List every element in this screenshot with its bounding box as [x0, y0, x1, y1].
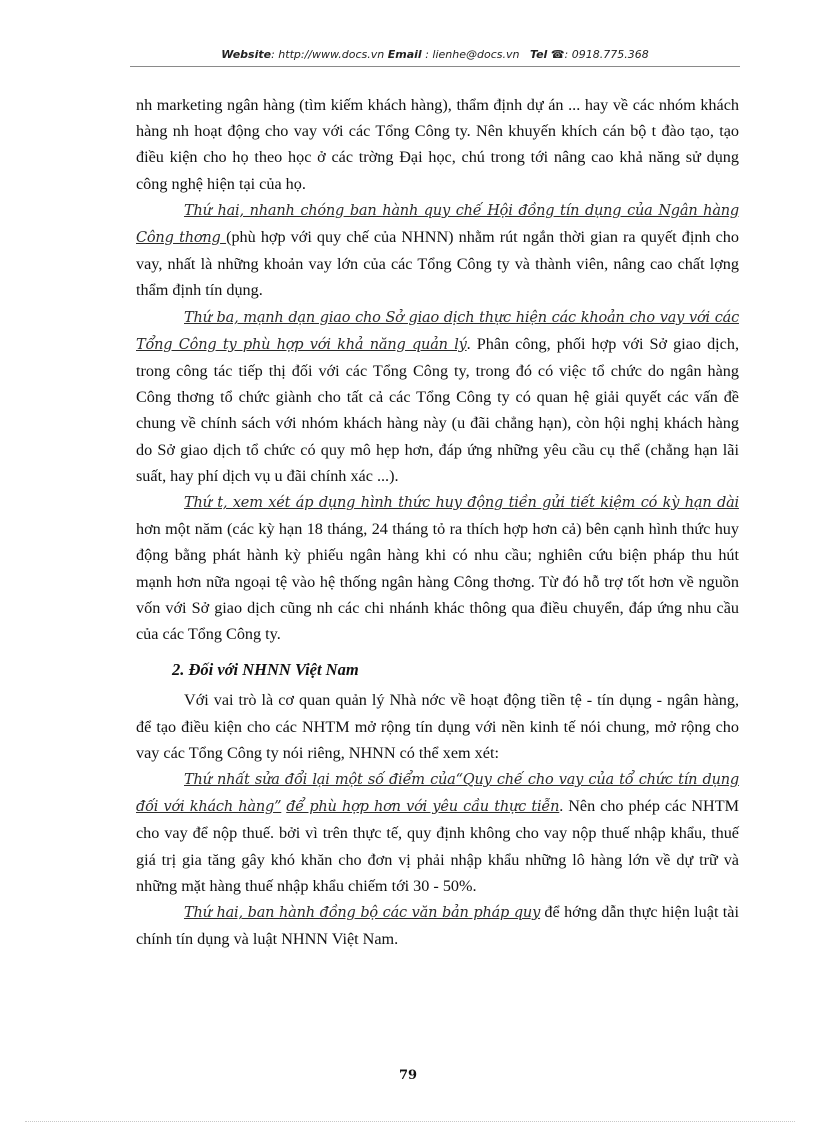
website-label: Website — [221, 48, 272, 61]
emphasis-text: Thứ hai, nhanh chóng ban hành quy chế Hội đồng tín dụng của Ngân hàng Công thơng — [136, 202, 739, 247]
tel-label: Tel — [529, 48, 548, 61]
paragraph-thu-ba — [136, 304, 739, 489]
website-value: : http://www.docs.vn — [271, 48, 385, 61]
paragraph-thu-nhat — [136, 766, 739, 899]
phone-icon: ☎ — [550, 48, 565, 61]
paragraph-text: (phù hợp với quy chế của NHNN) nhằm rút ngắn thời gian ra quyết định cho vay, nhất là những khoản vay lớn của các Tổng Công ty và thành viên, nâng cao chất lợng thẩm định tín dụng. — [136, 228, 739, 300]
page-header — [130, 46, 740, 67]
email-label: Email — [387, 48, 422, 61]
paragraph-thu-hai — [136, 197, 739, 304]
paragraph-text: . Nên cho phép các NHTM cho vay để nộp thuế. bởi vì trên thực tế, quy định không cho vay nộp thuế nhập khẩu, thuế giá trị gia tăng gây khó khăn cho đơn vị phải nhập khẩu những lô hàng lớn về dự trữ và những mặt hàng thuế nhập khẩu chiếm tới 30 - 50%. — [136, 797, 739, 895]
emphasis-text: Thứ nhất sửa đổi lại một số điểm của — [184, 772, 456, 789]
emphasis-text: để phù hợp hơn với yêu cầu thực tiễn — [286, 799, 560, 816]
document-body — [136, 92, 739, 953]
tel-value: : 0918.775.368 — [564, 48, 649, 61]
emphasis-text: Thứ ba, mạnh dạn giao cho Sở giao dịch thực hiện các khoản cho vay với các Tổng Công ty phù hợp với khả năng quản lý — [136, 309, 739, 353]
emphasis-quote: “Quy chế cho vay của tổ chức tín dụng đối với khách hàng” — [136, 772, 739, 816]
paragraph-text: . Phân công, phối hợp với Sở giao dịch, trong công tác tiếp thị đối với các Tổng Công ty, trong đó có việc tổ chức do ngân hàng Công thơng tổ chức giành cho tất cả các Tổng Công ty có quan hệ giải quyết các vấn đề chung về chính sách với nhóm khách hàng này (u đãi chẳng hạn), còn hội nghị khách hàng do Sở giao dịch tổ chức có quy mô hẹp hơn, đáp ứng những yêu cầu cụ thể (chẳng hạn lãi suất, hay phí dịch vụ u đãi chính xác ...). — [136, 334, 739, 485]
paragraph-continuation: nh marketing ngân hàng (tìm kiếm khách hàng), thẩm định dự án ... hay về các nhóm khách hàng nh hoạt động cho vay với các Tổng Công ty. Nên khuyến khích cán bộ t đào tạo, tạo điều kiện cho họ theo học ở các trờng Đại học, chú trong tới nâng cao khả năng sử dụng công nghệ hiện tại của họ. — [136, 96, 739, 193]
paragraph-text: hơn một năm (các kỳ hạn 18 tháng, 24 tháng tỏ ra thích hợp hơn cả) bên cạnh hình thức huy động bằng phát hành kỳ phiếu ngân hàng khi có nhu cầu; nghiên cứu biện pháp thu hút mạnh hơn nữa ngoại tệ vào hệ thống ngân hàng Công thơng. Từ đó hỗ trợ tốt hơn về nguồn vốn với Sở giao dịch cũng nh các chi nhánh khác thông qua điều chuyển, đáp ứng nhu cầu của các Tổng Công ty. — [136, 520, 739, 644]
paragraph-thu-hai-nhnn — [136, 899, 739, 952]
paragraph-thu-tu — [136, 489, 739, 647]
paragraph-text: để hớng dẫn thực hiện luật tài chính tín dụng và luật NHNN Việt Nam. — [136, 903, 739, 949]
emphasis-text: Thứ t, xem xét áp dụng hình thức huy động tiền gửi tiết kiệm có kỳ hạn dài — [184, 495, 739, 512]
page-number: 79 — [398, 1068, 418, 1083]
section-heading: 2. Đối với NHNN Việt Nam — [172, 660, 359, 680]
footer-divider — [25, 1121, 795, 1122]
email-value: : lienhe@docs.vn — [425, 48, 520, 61]
paragraph-intro-nhnn: Với vai trò là cơ quan quản lý Nhà nớc về hoạt động tiền tệ - tín dụng - ngân hàng, để tạo điều kiện cho các NHTM mở rộng tín dụng với nền kinh tế nói chung, mở rộng cho vay các Tổng Công ty nói riêng, NHNN có thể xem xét: — [136, 691, 739, 762]
emphasis-text: Thứ hai, ban hành đồng bộ các văn bản pháp quy — [184, 905, 541, 922]
